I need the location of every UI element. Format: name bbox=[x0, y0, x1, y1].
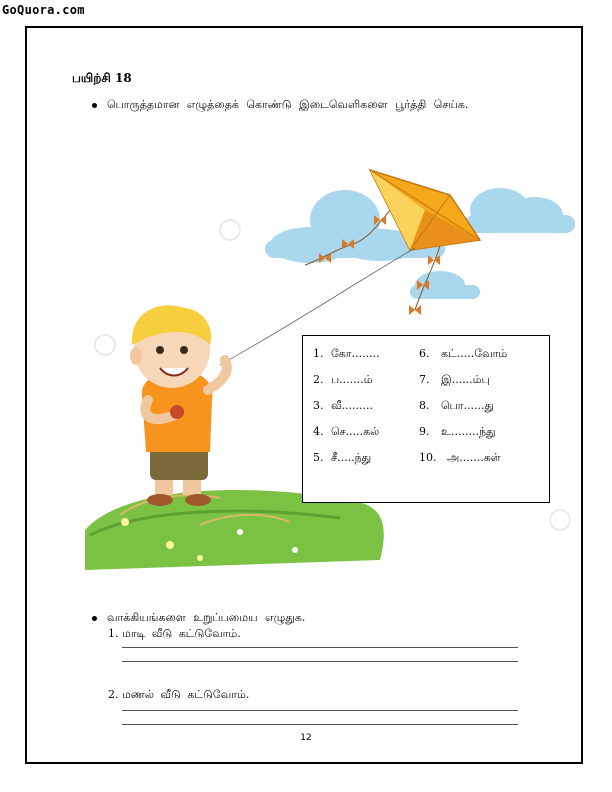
page-number: 12 bbox=[300, 733, 312, 743]
instruction-rewrite-sentences bbox=[92, 611, 305, 626]
cloud-right bbox=[465, 188, 575, 233]
sentence-1: 1. மாடி வீடு கட்டுவோம். bbox=[108, 627, 241, 640]
site-watermark-label: GoQuora.com bbox=[2, 3, 85, 17]
sentence-2: 2. மணல் வீடு கட்டுவோம். bbox=[108, 688, 250, 701]
word-item-5: 5. சீ.....ந்து bbox=[313, 451, 372, 464]
instruction-fill-blanks bbox=[92, 98, 468, 113]
word-item-1: 1. கோ........ bbox=[313, 347, 380, 360]
word-item-7: 7. இ......ம்பு bbox=[419, 373, 490, 386]
word-item-8: 8. பொ......து bbox=[419, 399, 495, 412]
answer-line[interactable] bbox=[122, 710, 518, 711]
bullet-icon bbox=[92, 103, 97, 108]
instruction-fill-text: பொருத்தமான எழுத்தைக் கொண்டு இடைவெளிகளை பூர்த்தி செய்க. bbox=[107, 98, 469, 111]
word-item-2: 2. ப.......ம் bbox=[313, 373, 373, 386]
instruction-rewrite-text: வாக்கியங்களை உறுப்பமைய எழுதுக. bbox=[107, 611, 306, 624]
answer-line[interactable] bbox=[122, 647, 518, 648]
word-item-9: 9. உ........ந்து bbox=[419, 425, 496, 438]
bullet-icon bbox=[92, 616, 97, 621]
fill-blank-word-box bbox=[302, 335, 550, 503]
answer-line[interactable] bbox=[122, 661, 518, 662]
answer-line[interactable] bbox=[122, 724, 518, 725]
word-item-6: 6. கட்.....வோம் bbox=[419, 347, 508, 360]
word-item-3: 3. வீ......... bbox=[313, 399, 373, 412]
exercise-title: பயிற்சி 18 bbox=[72, 71, 132, 85]
boy-figure bbox=[130, 305, 227, 506]
word-item-10: 10. அ.......கள் bbox=[419, 451, 501, 464]
word-item-4: 4. செ.....கல் bbox=[313, 425, 380, 438]
